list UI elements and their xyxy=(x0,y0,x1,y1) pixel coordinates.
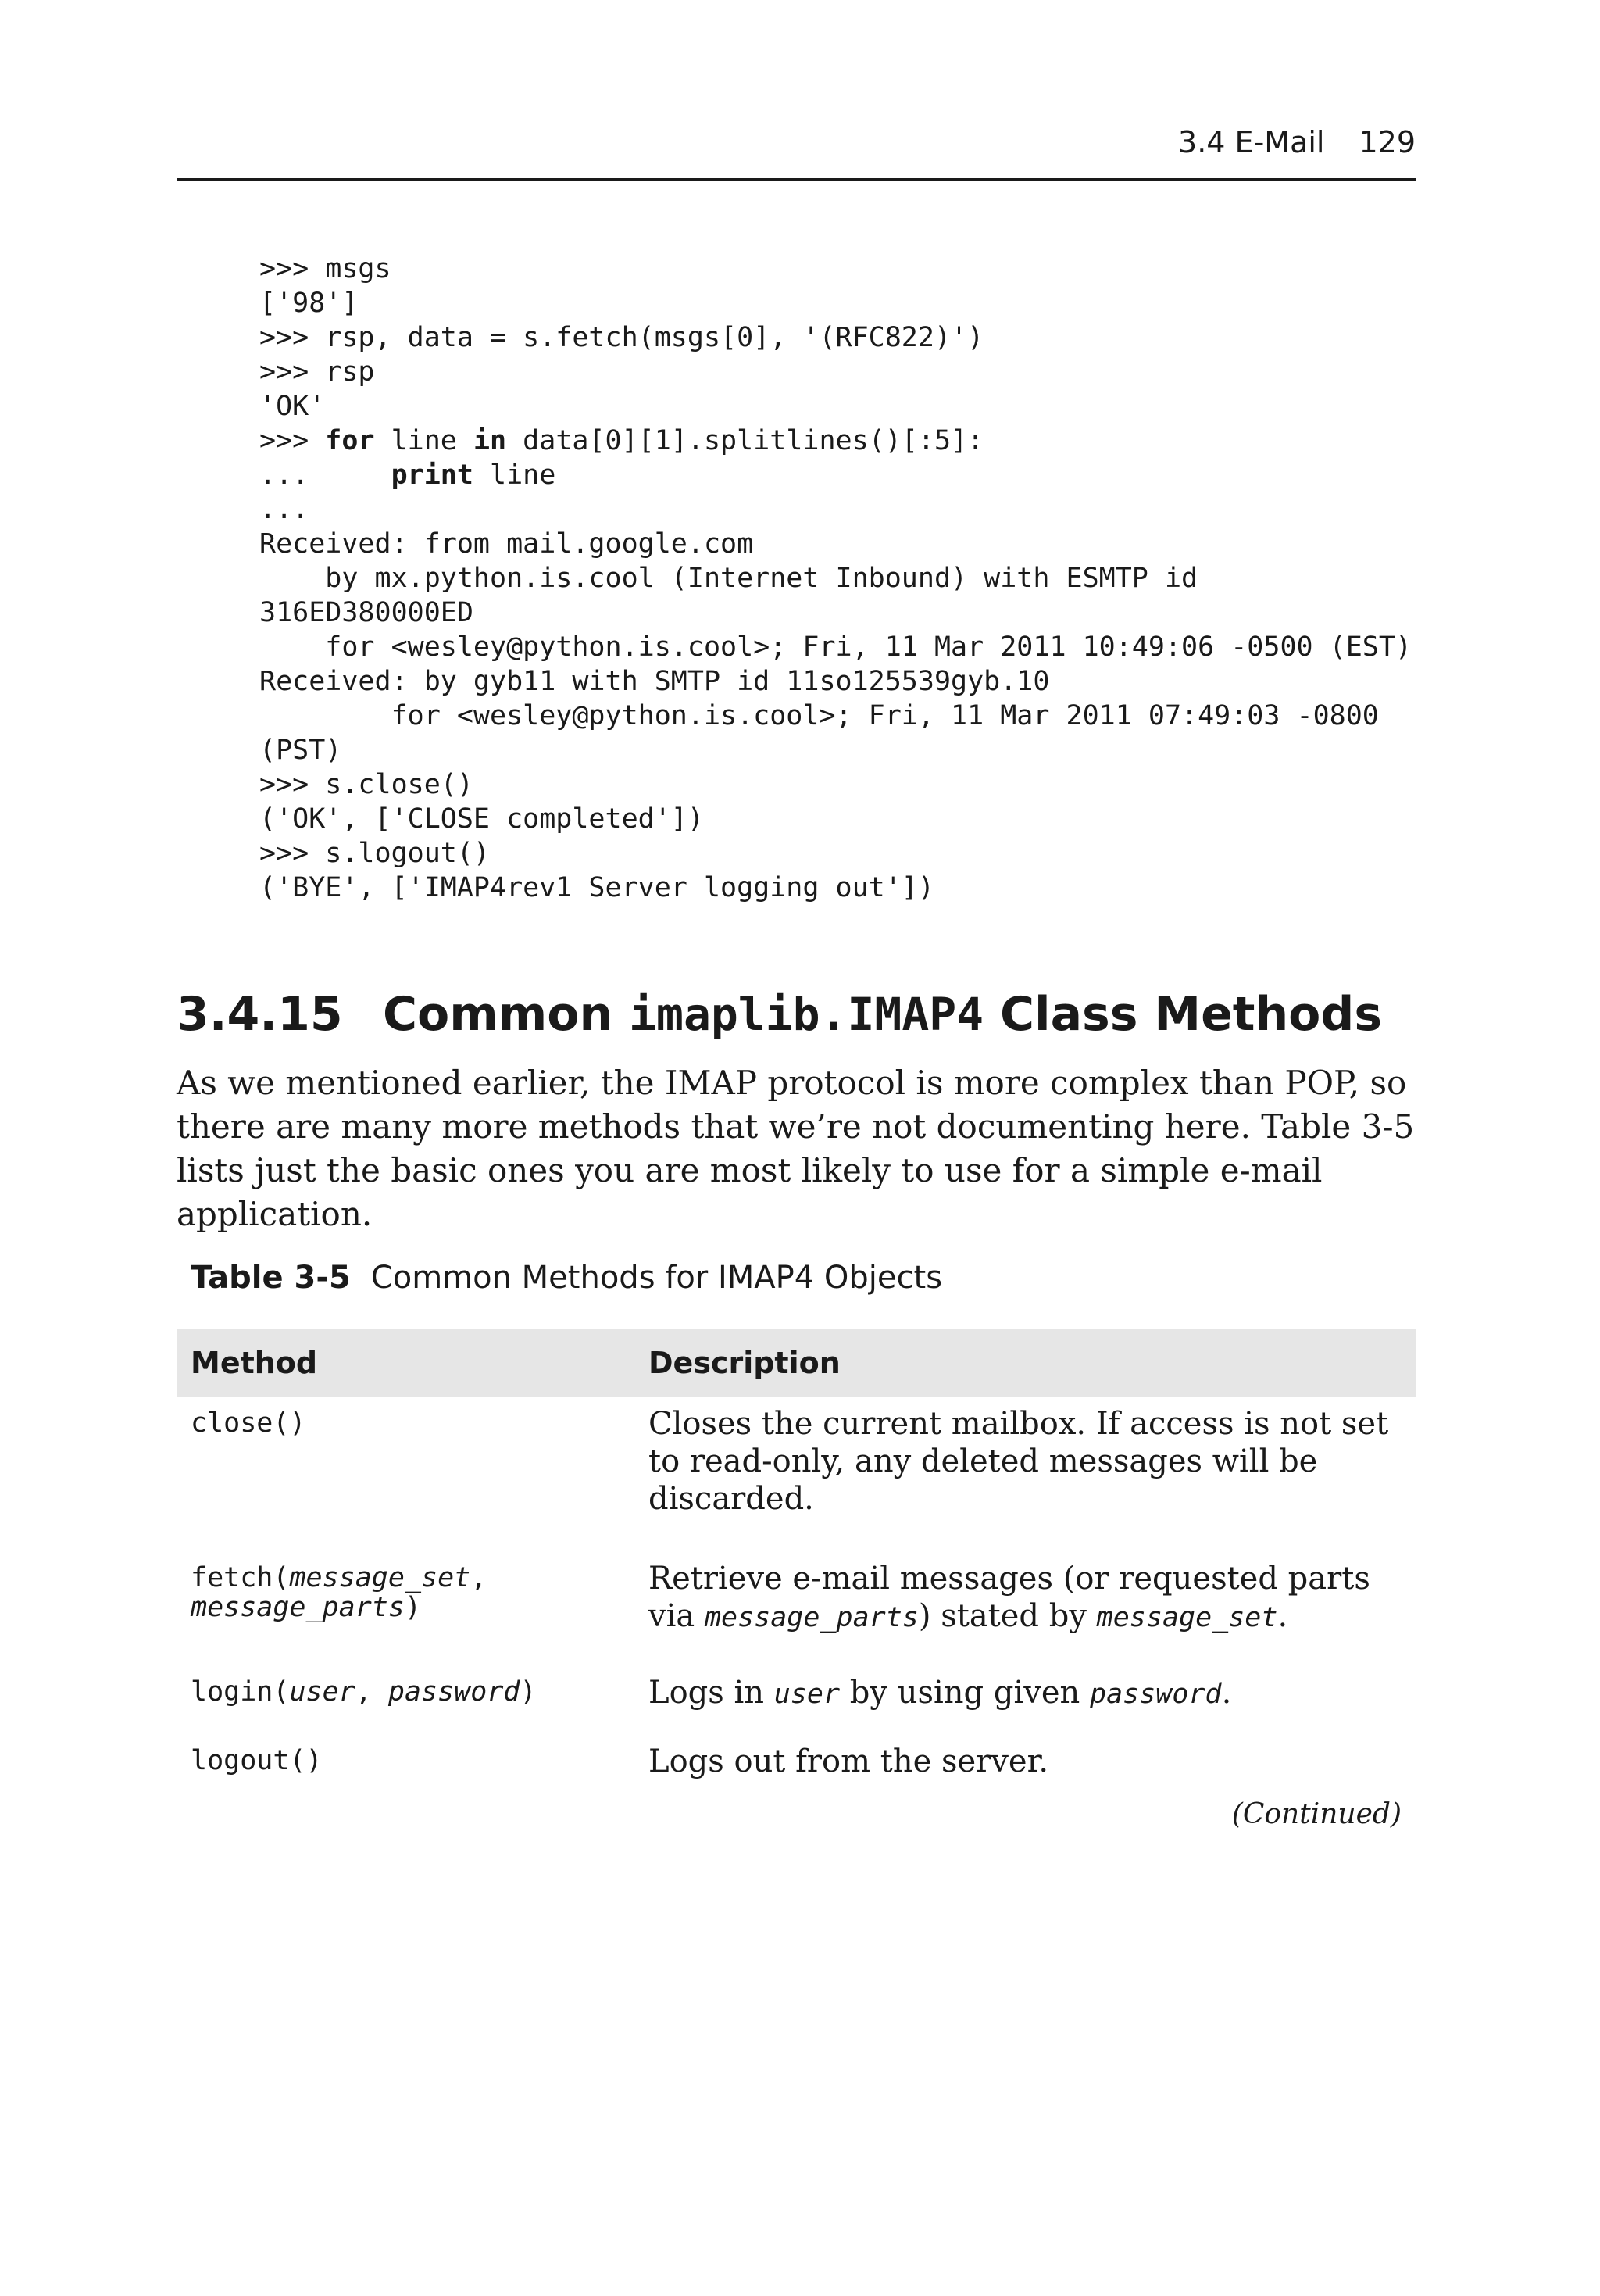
method-cell xyxy=(191,1677,628,1707)
table-caption-text: Common Methods for IMAP4 Objects xyxy=(370,1260,943,1296)
code-text: data[0][1].splitlines()[:5]: xyxy=(506,425,984,456)
description-cell xyxy=(648,1560,1398,1636)
code-text: Received: from mail.google.com xyxy=(259,528,754,560)
continued-note: (Continued) xyxy=(1231,1798,1402,1830)
description-cell xyxy=(648,1743,1398,1780)
table-row xyxy=(177,1735,1416,1804)
cell-text: Logs in xyxy=(648,1675,774,1711)
running-head xyxy=(177,119,1416,181)
param-name: message_parts xyxy=(704,1602,919,1633)
code-text: >>> rsp xyxy=(259,356,375,388)
header-description: Description xyxy=(648,1346,841,1380)
cell-text: ) xyxy=(404,1592,422,1623)
code-keyword: in xyxy=(473,425,507,456)
code-text: Received: by gyb11 with SMTP id 11so125539gyb.10 xyxy=(259,666,1050,697)
cell-text: Retrieve e-mail messages (or requested parts via xyxy=(648,1561,1370,1634)
table-caption xyxy=(191,1254,942,1301)
code-text: >>> s.close() xyxy=(259,769,473,800)
cell-text: close() xyxy=(191,1407,306,1439)
running-head-section: 3.4 E-Mail xyxy=(1178,125,1325,159)
code-text: ('OK', ['CLOSE completed']) xyxy=(259,803,704,835)
code-text: >>> msgs xyxy=(259,253,391,284)
param-name: user xyxy=(289,1676,355,1708)
description-cell xyxy=(648,1674,1398,1713)
param-name: message_set xyxy=(1096,1602,1278,1633)
cell-text: ) stated by xyxy=(918,1598,1097,1634)
section-title-code: imaplib.IMAP4 xyxy=(629,988,984,1041)
description-cell xyxy=(648,1405,1398,1518)
cell-text: , xyxy=(470,1562,488,1593)
table-row xyxy=(177,1552,1416,1666)
code-text: line xyxy=(473,460,556,491)
code-text: >>> xyxy=(259,425,326,456)
cell-text: Logs out from the server. xyxy=(648,1743,1049,1779)
method-cell xyxy=(191,1746,628,1776)
code-text: 316ED380000ED xyxy=(259,597,473,628)
cell-text: ) xyxy=(520,1676,537,1708)
cell-text: logout() xyxy=(191,1745,323,1776)
table-row xyxy=(177,1666,1416,1735)
code-text: >>> s.logout() xyxy=(259,838,491,869)
running-head-text xyxy=(1178,119,1416,166)
code-keyword: for xyxy=(325,425,375,456)
cell-text: . xyxy=(1221,1675,1232,1711)
param-name: message_set xyxy=(289,1562,471,1593)
param-name: password xyxy=(1090,1679,1222,1710)
section-title-before: Common xyxy=(383,987,630,1042)
table-label: Table 3-5 xyxy=(191,1260,351,1296)
code-listing xyxy=(259,252,1412,905)
body-paragraph: As we mentioned earlier, the IMAP protocol is more complex than POP, so there are many more methods that we’re not documenting here. Table 3-5 lists just the basic ones you are most likely to use for a simple e-mail application. xyxy=(177,1064,1415,1233)
cell-text: Closes the current mailbox. If access is not set to read-only, any deleted messages will be discarded. xyxy=(648,1406,1389,1517)
code-text: >>> rsp, data = s.fetch(msgs[0], '(RFC822)') xyxy=(259,322,984,353)
cell-text: fetch( xyxy=(191,1562,290,1593)
table-row xyxy=(177,1397,1416,1552)
code-text: for <wesley@python.is.cool>; Fri, 11 Mar 2011 10:49:06 -0500 (EST) xyxy=(259,631,1412,663)
section-number: 3.4.15 xyxy=(177,987,343,1042)
code-text: by mx.python.is.cool (Internet Inbound) with ESMTP id xyxy=(259,563,1198,594)
section-title-after: Class Methods xyxy=(984,987,1383,1042)
cell-text: , xyxy=(355,1676,388,1708)
code-text: line xyxy=(374,425,473,456)
param-name: user xyxy=(773,1679,841,1710)
code-text: 'OK' xyxy=(259,391,326,422)
code-text: ['98'] xyxy=(259,288,359,319)
cell-text: by using given xyxy=(840,1675,1091,1711)
code-keyword: print xyxy=(391,460,473,491)
method-cell xyxy=(191,1563,628,1622)
table-header-row xyxy=(177,1329,1416,1397)
cell-text: . xyxy=(1277,1598,1288,1634)
methods-table xyxy=(177,1329,1416,1804)
section-heading xyxy=(177,983,1382,1046)
code-text: ... xyxy=(259,494,309,525)
page-number: 129 xyxy=(1359,125,1416,159)
param-name: password xyxy=(388,1676,520,1708)
book-page xyxy=(177,0,1416,2296)
code-text: for <wesley@python.is.cool>; Fri, 11 Mar 2011 07:49:03 -0800 xyxy=(259,700,1379,731)
method-cell xyxy=(191,1408,628,1438)
header-method: Method xyxy=(191,1346,318,1380)
param-name: message_parts xyxy=(191,1592,405,1623)
cell-text: login( xyxy=(191,1676,290,1708)
code-text: ... xyxy=(259,460,391,491)
code-text: ('BYE', ['IMAP4rev1 Server logging out']) xyxy=(259,872,934,903)
code-text: (PST) xyxy=(259,735,342,766)
